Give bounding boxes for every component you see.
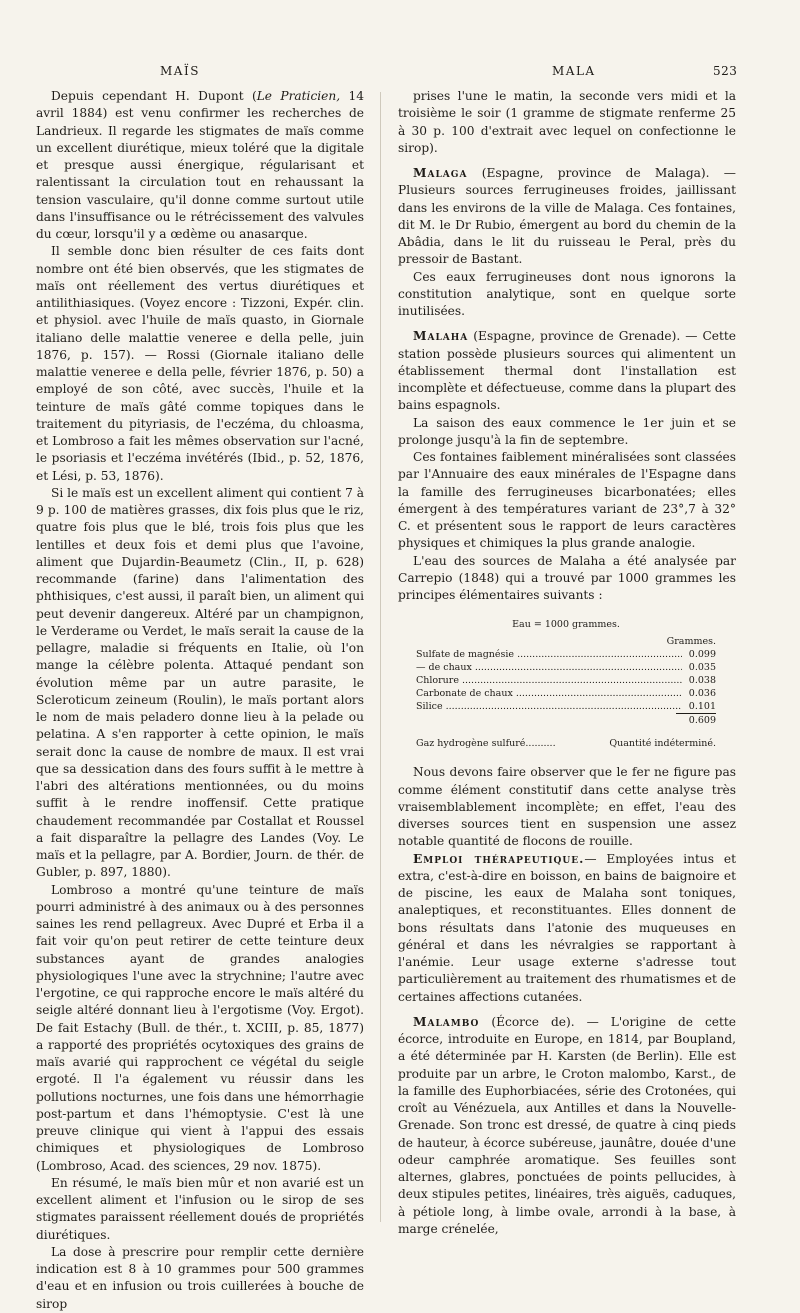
entry-malaga bbox=[398, 165, 736, 269]
entry-text: — Employées intus et extra, c'est-à-dire en boisson, en bains de baignoire et de piscine, les eaux de Malaha sont toniques, analeptiques, et reconstituantes. Elles donnent de bons résultats dans l'atonie des muqueuses en général et dans les névralgies se rapportant à l'anémie. Leur usage externe s'adresse tout particulièrement au traitement des rhumatismes et de certaines affections cutanées. bbox=[398, 851, 736, 1004]
table-unit: Grammes. bbox=[666, 636, 716, 648]
entry-emploi bbox=[398, 851, 736, 1006]
table-row bbox=[416, 700, 716, 713]
running-head-right: MALA bbox=[552, 64, 596, 78]
paragraph: Ces eaux ferrugineuses dont nous ignorons la constitution analytique, sont en quelque sorte inutilisées. bbox=[398, 269, 736, 318]
analysis-table bbox=[416, 618, 716, 750]
paragraph: La dose à prescrire pour remplir cette dernière indication est 8 à 10 grammes pour 500 grammes d'eau et en infusion ou trois cuillerées à bouche de sirop bbox=[36, 1244, 364, 1311]
table-title: Eau = 1000 grammes. bbox=[512, 619, 620, 631]
entry-heading: Malaga bbox=[413, 166, 468, 180]
paragraph: Si le maïs est un excellent aliment qui contient 7 à 9 p. 100 de matières grasses, dix fois plus que le riz, quatre fois plus que le blé, trois fois plus que les lentilles et deux fois et demi plus que l'avoine, aliment que Dujardin-Beaumetz (Clin., II, p. 628) recommande (farine) dans l'alimentation des phthisiques, c'est aussi, il paraît bien, un aliment qui peut devenir dangereux. Altéré par un champignon, le Verderame ou Verdet, le maïs serait la cause de la pellagre, maladie si fréquents en Italie, où l'on mange la célèbre polenta. Attaqué pendant son évolution même par un autre parasite, le Scleroticum zeineum (Roulin), le maïs portant alors le nom de mais peladero donne lieu à la pelade ou pelatina. A s'en rapporter à cette opinion, le maïs serait donc la cause de nombre de maux. Il est vrai que sa dessication dans des fours suffit à le mettre à l'abri des altérations mentionnées, ou du moins suffit à le rendre inoffensif. Cette pratique chaudement recommandée par Costallat et Roussel a fait disparaître la pellagre des Landes (Voy. Le maïs et la pellagre, par A. Bordier, Journ. de thér. de Gubler, p. 897, 1880). bbox=[36, 485, 364, 880]
paragraph: La saison des eaux commence le 1er juin et se prolonge jusqu'à la fin de septembre. bbox=[398, 415, 736, 447]
table-footer bbox=[416, 737, 716, 750]
right-column bbox=[398, 88, 736, 1238]
table-label: Chlorure ..... bbox=[416, 674, 682, 687]
entry-text: (Écorce de). — L'origine de cette écorce, introduite en Europe, en 1814, par Boupland, a été déterminée par H. Karsten (de Berlin). Elle est produite par un arbre, le Croton malombo, Karst., de la famille des Euphorbiacées, série des Crotonées, qui croît au Vénézuela, aux Antilles et dans la Nouvelle-Grenade. Son tronc est dressé, de quatre à cinq pieds de hauteur, à écorce subéreuse, jaunâtre, douée d'une odeur camphrée aromatique. Ses feuilles sont alternes, glabres, ponctuées de points pellucides, à deux stipules petites, linéaires, très aiguës, caduques, à pétiole long, à limbe ovale, arrondi à la base, à marge crénelée, bbox=[398, 1014, 736, 1236]
table-value: 0.101 bbox=[688, 701, 716, 713]
table-value: 0.099 bbox=[688, 649, 716, 661]
table-footer-right: Quantité indéterminé. bbox=[609, 738, 716, 750]
entry-malambo bbox=[398, 1014, 736, 1238]
left-column bbox=[36, 88, 364, 1313]
table-label: Carbonate de chaux ..... bbox=[416, 687, 682, 700]
table-label: — de chaux ..... bbox=[416, 661, 682, 674]
paragraph: En résumé, le maïs bien mûr et non avarié est un excellent aliment et l'infusion ou le sirop de ses stigmates paraissent réellement doués de propriétés diurétiques. bbox=[36, 1175, 364, 1242]
paragraph-text: 1884) est venu confirmer les recherches de Landrieux. Il regarde les stigmates de maïs comme un excellent diurétique, mieux toléré que la digitale et presque aussi énergique, régularisant et ralentissant la circulation tout en rehaussant la tension vasculaire, qu'il donne comme surtout utile dans l'insuffisance ou le rétrécissement des valvules du cœur, lorsqu'il y a œdème ou anasarque. bbox=[36, 106, 364, 241]
paragraph: Nous devons faire observer que le fer ne figure pas comme élément constitutif dans cette analyse très vraisemblablement incomplète; en effet, l'eau des diverses sources tient en suspension une assez notable quantité de flocons de rouille. bbox=[398, 765, 736, 849]
table-label: Silice ..... bbox=[416, 700, 682, 713]
paragraph: prises l'une le matin, la seconde vers midi et la troisième le soir (1 gramme de stigmate renferme 25 à 30 p. 100 d'extrait avec lequel on confectionne le sirop). bbox=[398, 89, 736, 155]
table-footer-left: Gaz hydrogène sulfuré.......... bbox=[416, 738, 556, 750]
subentry-heading: Emploi thérapeutique. bbox=[413, 851, 585, 866]
entry-text: (Espagne, province de Malaga). — Plusieurs sources ferrugineuses froides, jaillissant dans les environs de la ville de Malaga. Ces fontaines, dit M. le Dr Rubio, émergent au bord du chemin de la Abâdia, dans le lit du ruisseau le Peral, près du pressoir de Bastant. bbox=[398, 166, 736, 267]
entry-text: (Espagne, province de Grenade). — Cette station possède plusieurs sources qui alimentent un établissement thermal dont l'installation est incomplète et défectueuse, comme dans la plupart des bains espagnols. bbox=[398, 329, 736, 413]
table-value: 0.036 bbox=[688, 688, 716, 700]
table-row bbox=[416, 687, 716, 700]
paragraph: Il semble donc bien résulter de ces faits dont nombre ont été bien observés, que les stigmates de maïs ont réellement des vertus diurétiques et antilithiasiques. (Voyez encore : Tizzoni, Expér. clin. et physiol. avec l'huile de maïs quasto, in Giornale italiano delle malattie veneree e della pelle, juin 1876, p. 157). — Rossi (Giornale italiano delle malattie veneree e della pelle, février 1876, p. 50) a employé de son côté, avec succès, l'huile et la teinture de maïs gâté comme topiques dans le traitement du pityriasis, de l'eczéma, du chloasma, et Lombroso a fait les mêmes observation sur l'acné, le psoriasis et l'eczéma invétérés (Ibid., p. 52, 1876, et Lési, p. 53, 1876). bbox=[36, 244, 364, 483]
table-total bbox=[416, 713, 716, 727]
running-head-left: MAÏS bbox=[160, 64, 200, 78]
paragraph bbox=[36, 88, 364, 243]
paragraph: Lombroso a montré qu'une teinture de maïs pourri administré à des animaux ou à des personnes saines les rend pellagreux. Avec Dupré et Erba il a fait voir qu'on peut retirer de cette teinture deux substances ayant de grandes analogies physiologiques l'une avec la strychnine; l'autre avec l'ergotine, ce qui rapproche encore le maïs altéré du seigle altéré donnant lieu à l'ergotisme (Voy. Ergot). De fait Estachy (Bull. de thér., t. XCIII, p. 85, 1877) a rapporté des propriétés ocytoxiques des grains de maïs avarié qui rapprochent ce végétal du seigle ergoté. Il l'a également vu réussir dans les pollutions nocturnes, une fois dans une hémorrhagie post-partum et dans l'hémoptysie. C'est là une preuve clinique qui vient à l'appui des essais chimiques et physiologiques de Lombroso (Lombroso, Acad. des sciences, 29 nov. 1875). bbox=[36, 882, 364, 1173]
table-row bbox=[416, 648, 716, 661]
entry-malaha bbox=[398, 328, 736, 414]
table-row bbox=[416, 661, 716, 674]
page-number: 523 bbox=[713, 64, 738, 78]
table-value: 0.035 bbox=[688, 662, 716, 674]
table-total-value: 0.609 bbox=[676, 713, 716, 727]
citation-title: Le Praticien, bbox=[256, 89, 341, 103]
table-value: 0.038 bbox=[688, 675, 716, 687]
entry-heading: Malaha bbox=[413, 329, 469, 344]
column-rule bbox=[380, 92, 381, 1222]
paragraph: L'eau des sources de Malaha a été analysée par Carrepio (1848) qui a trouvé par 1000 grammes les principes élémentaires suivants : bbox=[398, 553, 736, 602]
entry-heading: Malambo bbox=[413, 1014, 480, 1029]
paragraph: Ces fontaines faiblement minéralisées sont classées par l'Annuaire des eaux minérales de l'Espagne dans la famille des ferrugineuses bicarbonatées; elles émergent à des températures variant de 23°,7 à 32° C. et présentent sous le rapport de leurs caractères physiques et chimiques la plus grande analogie. bbox=[398, 450, 736, 551]
table-row bbox=[416, 674, 716, 687]
paragraph-lead: Depuis cependant H. Dupont ( bbox=[51, 89, 257, 103]
paragraph-date: 14 avril bbox=[36, 89, 364, 121]
table-label: Sulfate de magnésie ..... bbox=[416, 648, 682, 661]
